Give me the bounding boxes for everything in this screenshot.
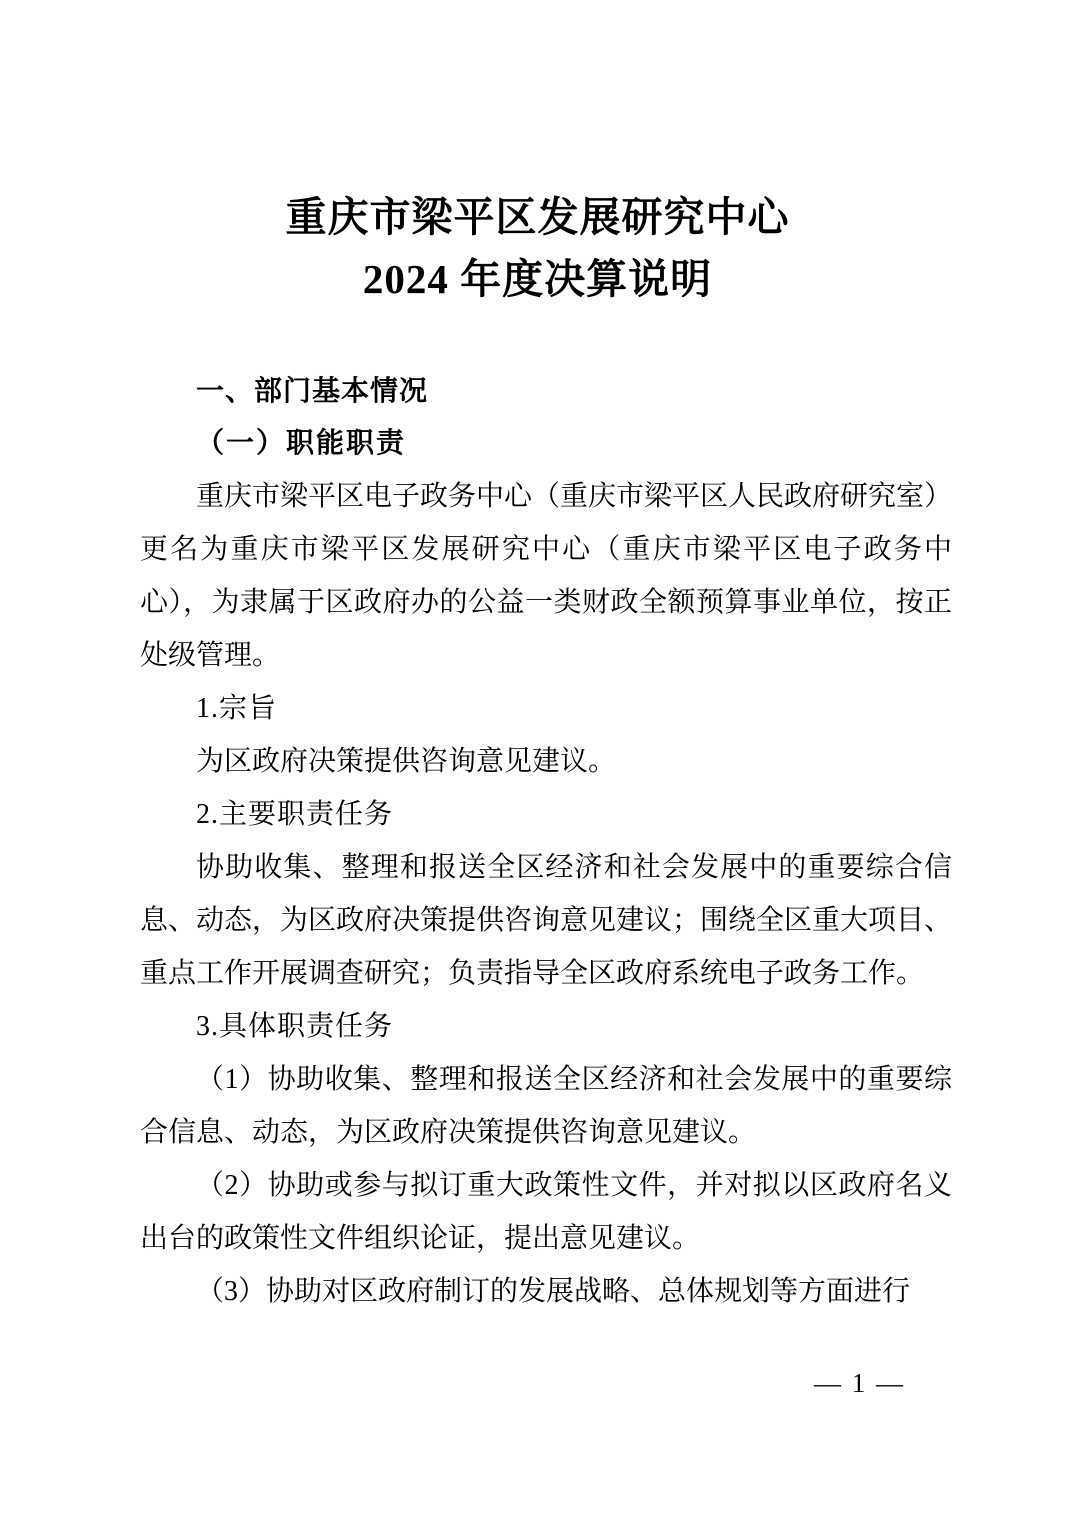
document-title [0, 0, 1075, 310]
section-heading-basic-info: 一、部门基本情况 [196, 375, 429, 406]
paragraph-specific-duty-2: （2）协助或参与拟订重大政策性文件，并对拟以区政府名义出台的政策性文件组织论证，提出意见建议。 [140, 1170, 952, 1254]
paragraph-main-duties: 协助收集、整理和报送全区经济和社会发展中的重要综合信息、动态，为区政府决策提供咨询意见建议；围绕全区重大项目、重点工作开展调查研究；负责指导全区政府系统电子政务工作。 [140, 852, 953, 989]
paragraph-specific-duty-1: （1）协助收集、整理和报送全区经济和社会发展中的重要综合信息、动态，为区政府决策提供咨询意见建议。 [140, 1064, 952, 1148]
item-heading-purpose: 1.宗旨 [196, 693, 278, 724]
paragraph-purpose: 为区政府决策提供咨询意见建议。 [196, 746, 617, 777]
document-title-line-1: 重庆市梁平区发展研究中心 [285, 194, 790, 240]
paragraph-specific-duty-3: （3）协助对区政府制订的发展战略、总体规划等方面进行 [196, 1276, 911, 1307]
subsection-heading-duties: （一）职能职责 [196, 428, 407, 459]
page-number: — 1 — [814, 1368, 905, 1398]
paragraph-intro: 重庆市梁平区电子政务中心（重庆市梁平区人民政府研究室）更名为重庆市梁平区发展研究中心（重庆市梁平区电子政务中心），为隶属于区政府办的公益一类财政全额预算事业单位，按正处级管理。 [140, 481, 953, 671]
item-heading-main-duties: 2.主要职责任务 [196, 799, 394, 830]
item-heading-specific-duties: 3.具体职责任务 [196, 1011, 394, 1042]
document-body [140, 364, 952, 1318]
document-title-line-2: 2024 年度决算说明 [362, 256, 713, 302]
